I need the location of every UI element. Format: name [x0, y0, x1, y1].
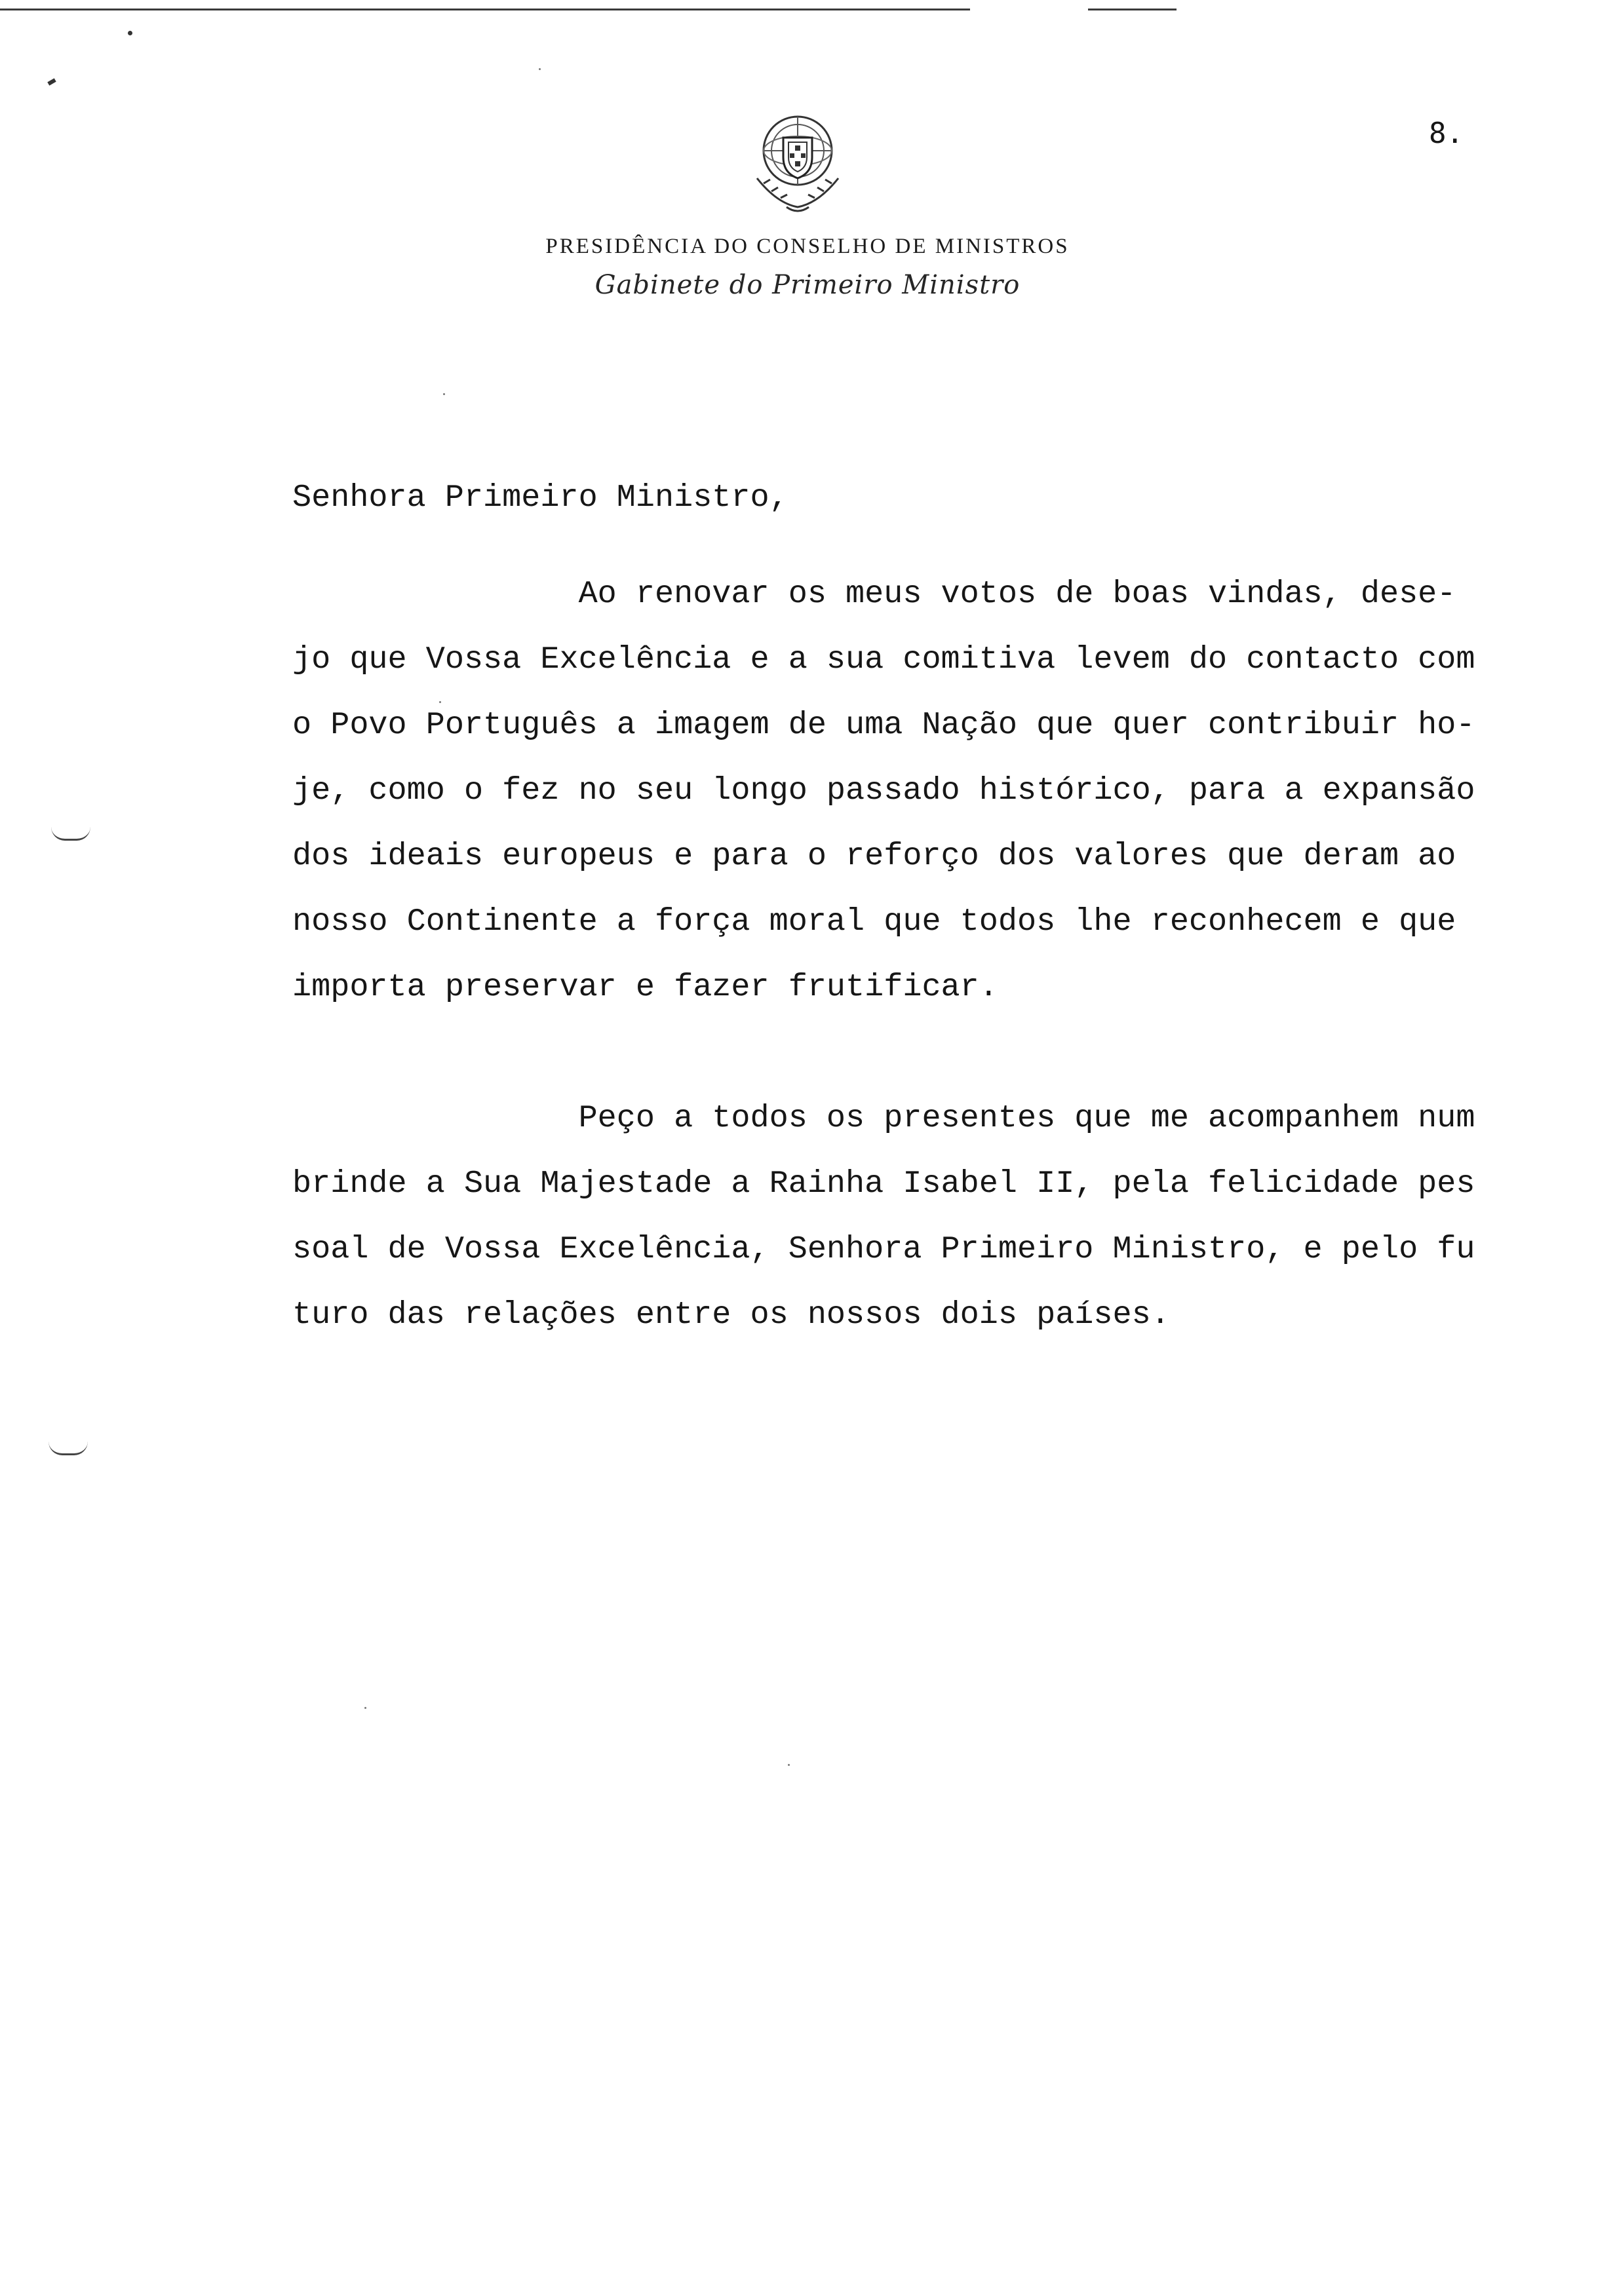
- scan-mark: [47, 78, 56, 85]
- paragraph-line: importa preservar e fazer frutificar.: [292, 969, 998, 1005]
- office-subheading: Gabinete do Primeiro Ministro: [594, 270, 1021, 300]
- scan-speck: [539, 68, 541, 70]
- paragraph-line: turo das relações entre os nossos dois países.: [292, 1297, 1170, 1333]
- scan-speck: [364, 1707, 366, 1709]
- portuguese-coat-of-arms-icon: [737, 105, 859, 220]
- salutation: Senhora Primeiro Ministro,: [292, 480, 788, 516]
- paragraph-line: Peço a todos os presentes que me acompanhem num: [292, 1100, 1475, 1136]
- paragraph-line: Ao renovar os meus votos de boas vindas, dese-: [292, 576, 1456, 612]
- institution-heading: PRESIDÊNCIA DO CONSELHO DE MINISTROS: [545, 235, 1070, 258]
- margin-curve-mark: [49, 1442, 88, 1455]
- paragraph-line: je, como o fez no seu longo passado histórico, para a expansão: [292, 773, 1475, 809]
- paragraph-line: o Povo Português a imagem de uma Nação que quer contribuir ho-: [292, 707, 1475, 743]
- paragraph-line: brinde a Sua Majestade a Rainha Isabel II, pela felicidade pes: [292, 1166, 1475, 1202]
- page-number: 8.: [1429, 117, 1464, 150]
- paragraph-line: nosso Continente a força moral que todos lhe reconhecem e que: [292, 904, 1456, 940]
- paragraph-line: soal de Vossa Excelência, Senhora Primeiro Ministro, e pelo fu: [292, 1231, 1475, 1267]
- scan-speck: [439, 701, 441, 703]
- margin-curve-mark: [51, 827, 90, 841]
- paragraph-line: dos ideais europeus e para o reforço dos valores que deram ao: [292, 838, 1456, 874]
- scan-speck: [443, 393, 445, 395]
- top-rule-left: [0, 9, 970, 10]
- top-rule-right: [1088, 9, 1177, 10]
- scan-mark: [128, 31, 132, 35]
- paragraph-line: jo que Vossa Excelência e a sua comitiva levem do contacto com: [292, 641, 1475, 678]
- scan-speck: [788, 1764, 790, 1766]
